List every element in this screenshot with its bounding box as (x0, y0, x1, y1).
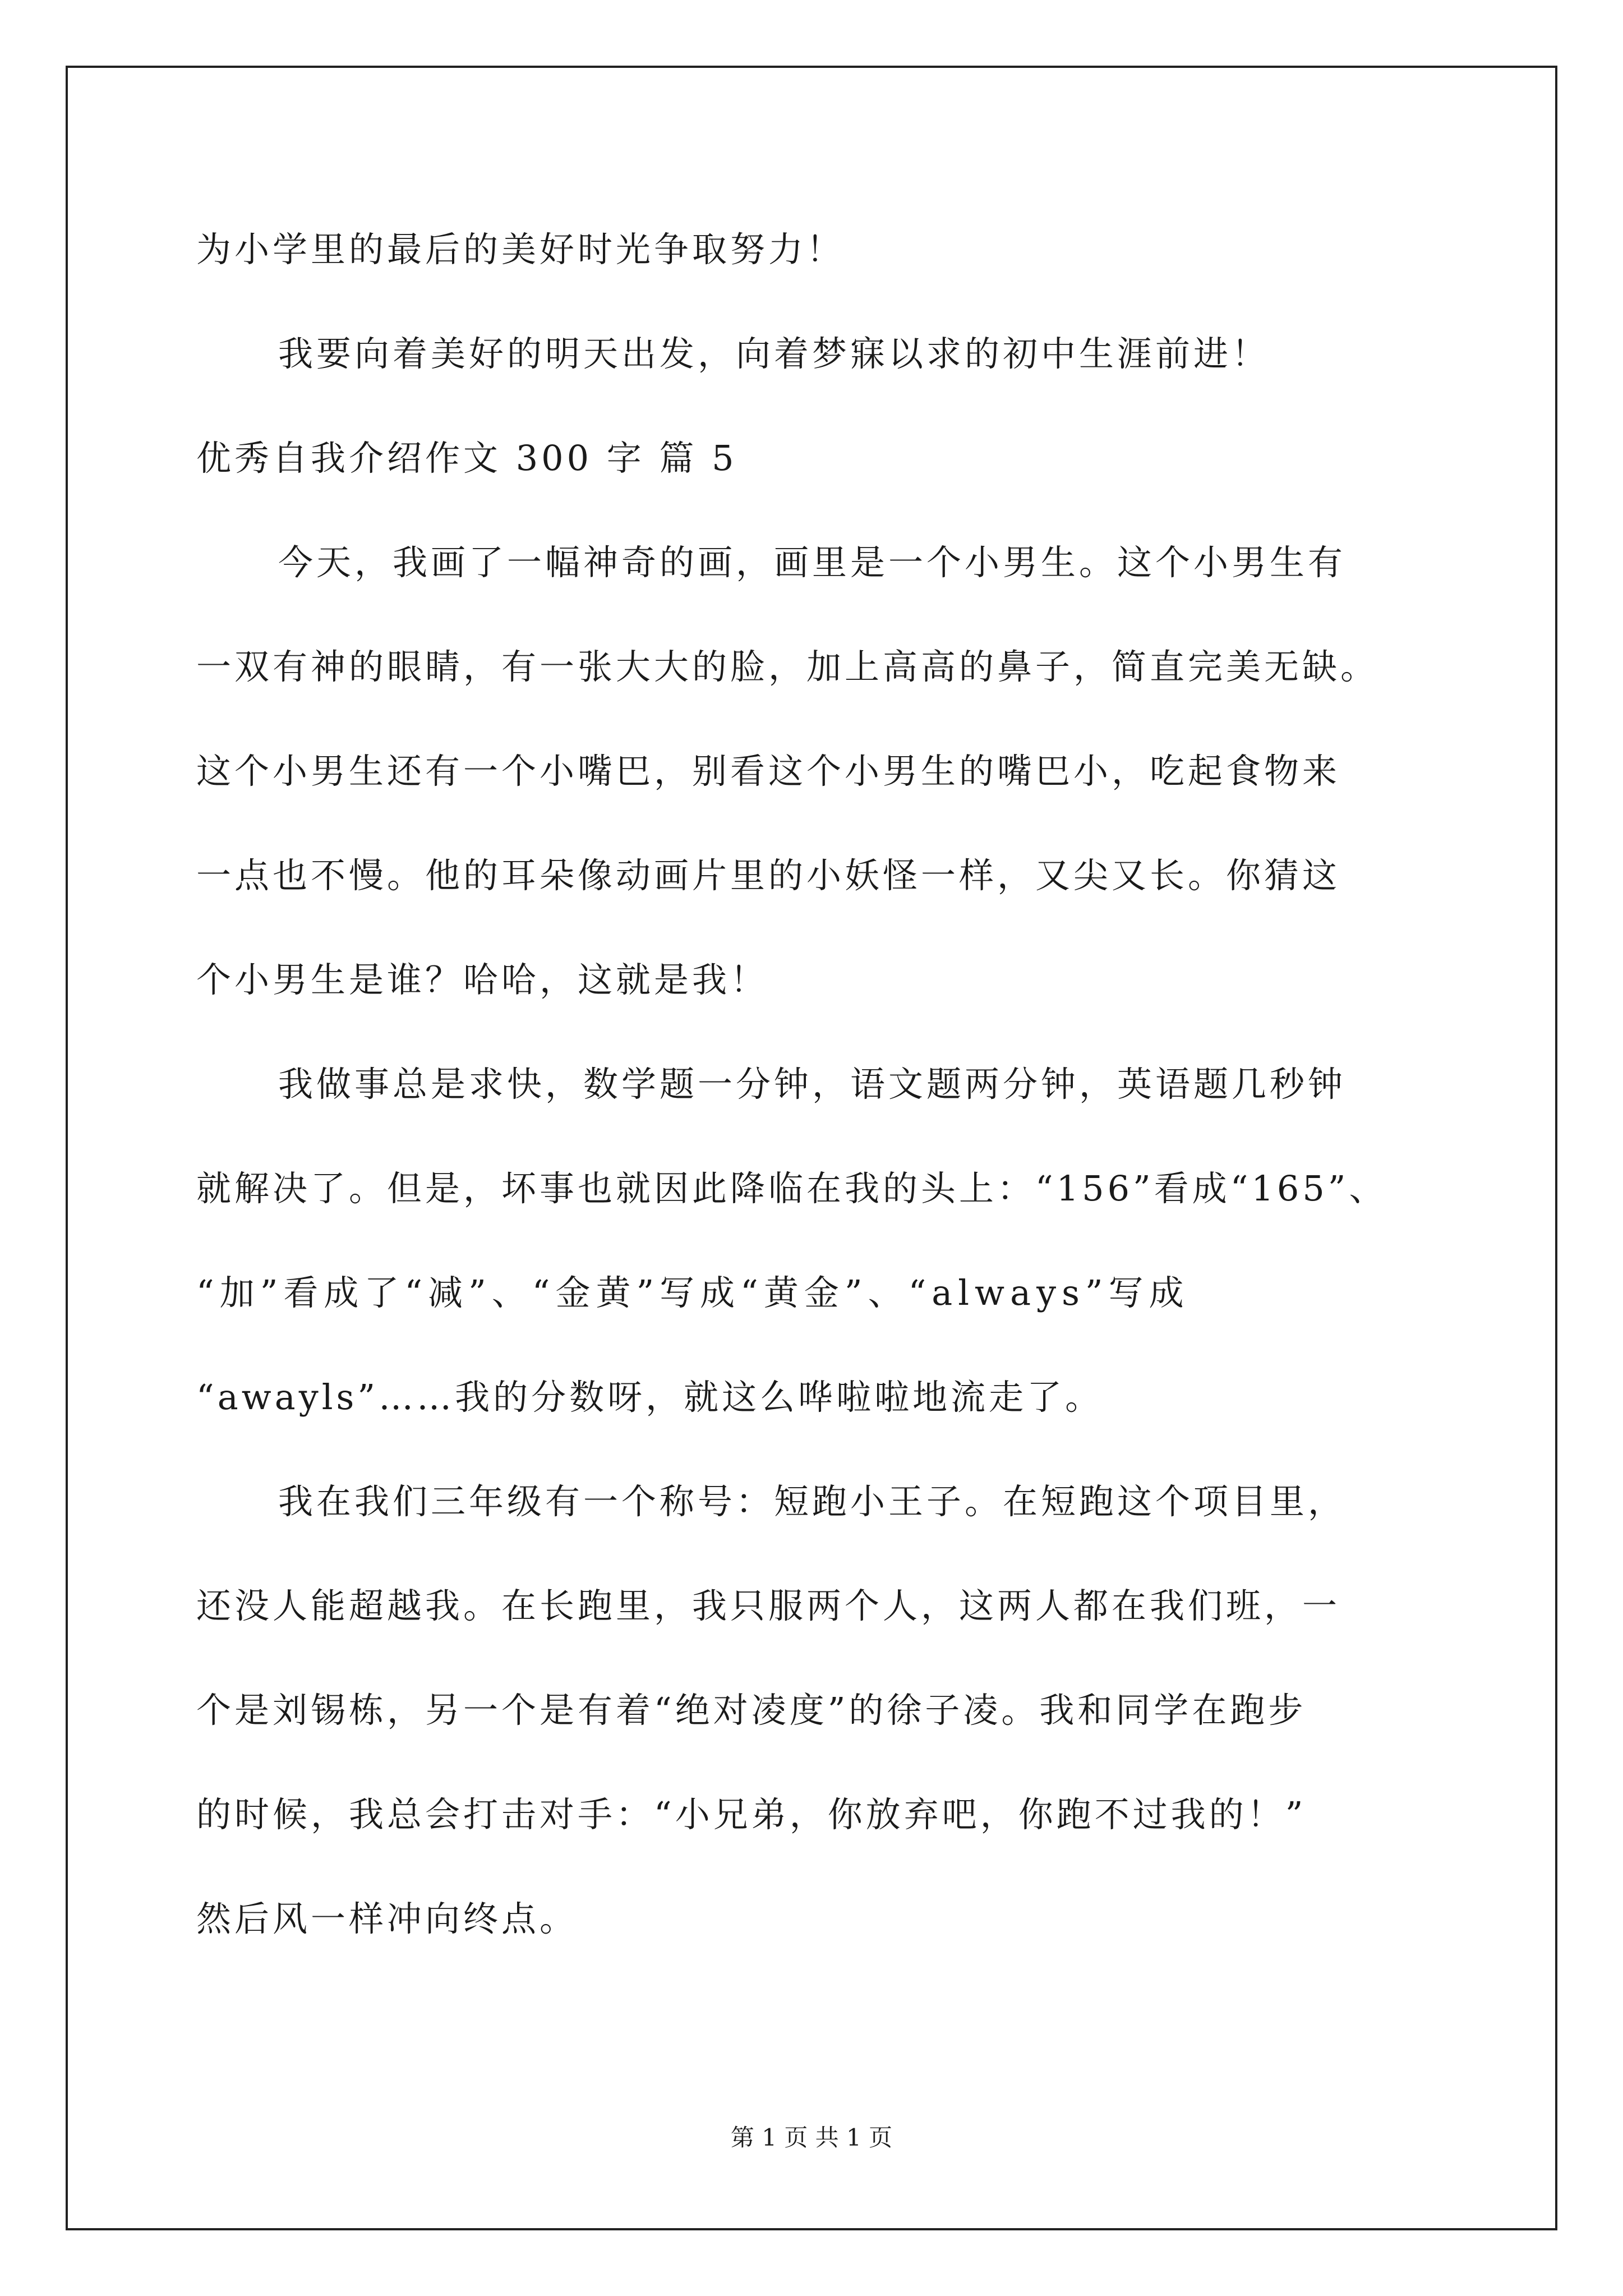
text-line: 然后风一样冲向终点。 (196, 1898, 578, 1939)
section-heading: 优秀自我介绍作文 300 字 篇 5 (196, 438, 737, 478)
text-line: 还没人能超越我。在长跑里，我只服两个人，这两人都在我们班，一 (196, 1585, 1341, 1626)
text-line: 个是刘锡栋，另一个是有着“绝对凌度”的徐子凌。我和同学在跑步 (196, 1690, 1307, 1731)
text-line: “awayls”……我的分数呀，就这么哗啦啦地流走了。 (196, 1377, 1104, 1418)
text-line: 这个小男生还有一个小嘴巴，别看这个小男生的嘴巴小，吃起食物来 (196, 751, 1341, 792)
text-line: 一双有神的眼睛，有一张大大的脸，加上高高的鼻子，简直完美无缺。 (196, 646, 1379, 687)
text-line: 个小男生是谁？哈哈，这就是我！ (196, 959, 769, 1000)
text-line: 今天，我画了一幅神奇的画，画里是一个小男生。这个小男生有 (278, 542, 1347, 583)
text-line: “加”看成了“减”、“金黄”写成“黄金”、“always”写成 (196, 1272, 1189, 1313)
text-line: 我做事总是求快，数学题一分钟，语文题两分钟，英语题几秒钟 (278, 1064, 1347, 1105)
text-line: 就解决了。但是，坏事也就因此降临在我的头上：“156”看成“165”、 (196, 1168, 1387, 1209)
text-line: 我在我们三年级有一个称号：短跑小王子。在短跑这个项目里， (278, 1481, 1347, 1522)
text-line: 我要向着美好的明天出发，向着梦寐以求的初中生涯前进！ (278, 333, 1270, 374)
page-footer: 第 1 页 共 1 页 (730, 2124, 893, 2151)
text-line: 为小学里的最后的美好时光争取努力！ (196, 229, 845, 270)
text-line: 的时候，我总会打击对手：“小兄弟，你放弃吧，你跑不过我的！” (196, 1794, 1307, 1835)
text-line: 一点也不慢。他的耳朵像动画片里的小妖怪一样，又尖又长。你猜这 (196, 855, 1341, 896)
